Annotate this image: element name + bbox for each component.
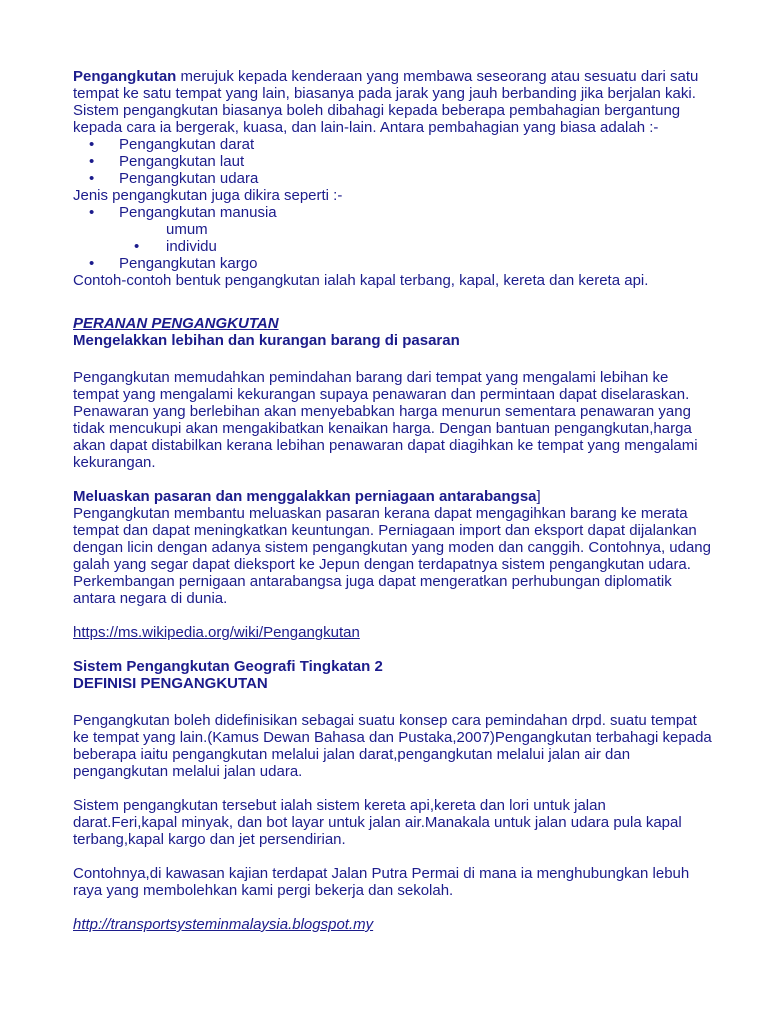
sub-item-individu: • individu: [73, 238, 713, 255]
document-page: [73, 68, 713, 933]
intro-text: merujuk kepada kenderaan yang membawa seseorang atau sesuatu dari satu tempat ke satu tempat yang lain, biasanya pada jarak yang jauh berbanding jika berjalan kaki. Sistem pengangkutan biasanya boleh dibahagi kepada beberapa pembahagian bergantung kepada cara ia bergerak, kuasa, dan lain-lain. Antara pembahagian yang biasa adalah :-: [73, 68, 699, 136]
intro-lead-term: Pengangkutan: [73, 68, 177, 85]
sistem-paragraph-2: Sistem pengangkutan tersebut ialah sistem kereta api,kereta dan lori untuk jalan darat.Feri,kapal minyak, dan bot layar untuk jalan air.Manakala untuk jalan udara pula kapal terbang,kapal kargo dan jet persendirian.: [73, 797, 682, 848]
sistem-paragraph-3: Contohnya,di kawasan kajian terdapat Jalan Putra Permai di mana ia menghubungkan lebuh raya yang membolehkan kami pergi bekerja dan sekolah.: [73, 865, 690, 899]
peranan-paragraph-1: Pengangkutan memudahkan pemindahan barang dari tempat yang mengalami lebihan ke tempat yang mengalami kekurangan supaya penawaran dan permintaan dapat diselaraskan. Penawaran yang berlebihan akan menyebabkan harga menurun sementara penawaran yang tidak mencukupi akan mengakibatkan kenaikan harga. Dengan bantuan pengangkutan,harga akan dapat distabilkan kerana lebihan penawaran dapat diagihkan ke tempat yang mengalami kekurangan.: [73, 369, 698, 471]
list-item: • Pengangkutan darat: [73, 136, 713, 153]
sistem-paragraph-1: Pengangkutan boleh didefinisikan sebagai suatu konsep cara pemindahan drpd. suatu tempat ke tempat yang lain.(Kamus Dewan Bahasa dan Pustaka,2007)Pengangkutan terbahagi kepada beberapa iaitu pengangkutan melalui jalan darat,pengangkutan melalui jalan air dan pengangkutan melalui jalan udara.: [73, 712, 712, 780]
transport-types-list: [73, 136, 713, 187]
subheading-bracket: ]: [536, 488, 541, 505]
peranan-paragraph-2: Pengangkutan membantu meluaskan pasaran kerana dapat mengagihkan barang ke merata tempat dan dapat meningkatkan keuntungan. Perniagaan import dan eksport dapat dijalankan dengan licin dengan adanya sistem pengangkutan yang moden dan canggih. Contohnya, udang galah yang segar dapat dieksport ke Jepun dengan terdapatnya sistem pengangkutan udara. Perkembangan pernigaan antarabangsa juga dapat mengeratkan perhubungan diplomatik antara negara di dunia.: [73, 505, 711, 607]
list-item: • Pengangkutan udara: [73, 170, 713, 187]
blogspot-link[interactable]: http://transportsysteminmalaysia.blogspot.my: [73, 916, 374, 933]
extra-types-list-2: [73, 255, 713, 272]
types-also-line: Jenis pengangkutan juga dikira seperti :-: [73, 187, 343, 204]
peranan-subheading-2-line: [73, 488, 713, 505]
wikipedia-link[interactable]: https://ms.wikipedia.org/wiki/Pengangkutan: [73, 624, 360, 641]
extra-types-list: [73, 204, 713, 221]
sub-item-umum: umum: [166, 221, 208, 238]
intro-paragraph: [73, 68, 713, 136]
list-item: • Pengangkutan manusia: [73, 204, 713, 221]
peranan-subheading-1: Mengelakkan lebihan dan kurangan barang di pasaran: [73, 332, 460, 349]
examples-line: Contoh-contoh bentuk pengangkutan ialah kapal terbang, kapal, kereta dan kereta api.: [73, 272, 649, 289]
peranan-subheading-2: Meluaskan pasaran dan menggalakkan perniagaan antarabangsa: [73, 488, 537, 505]
list-item: • Pengangkutan kargo: [73, 255, 713, 272]
sistem-title: Sistem Pengangkutan Geografi Tingkatan 2: [73, 658, 383, 675]
peranan-heading: PERANAN PENGANGKUTAN: [73, 315, 279, 332]
list-item: • Pengangkutan laut: [73, 153, 713, 170]
definisi-heading: DEFINISI PENGANGKUTAN: [73, 675, 268, 692]
